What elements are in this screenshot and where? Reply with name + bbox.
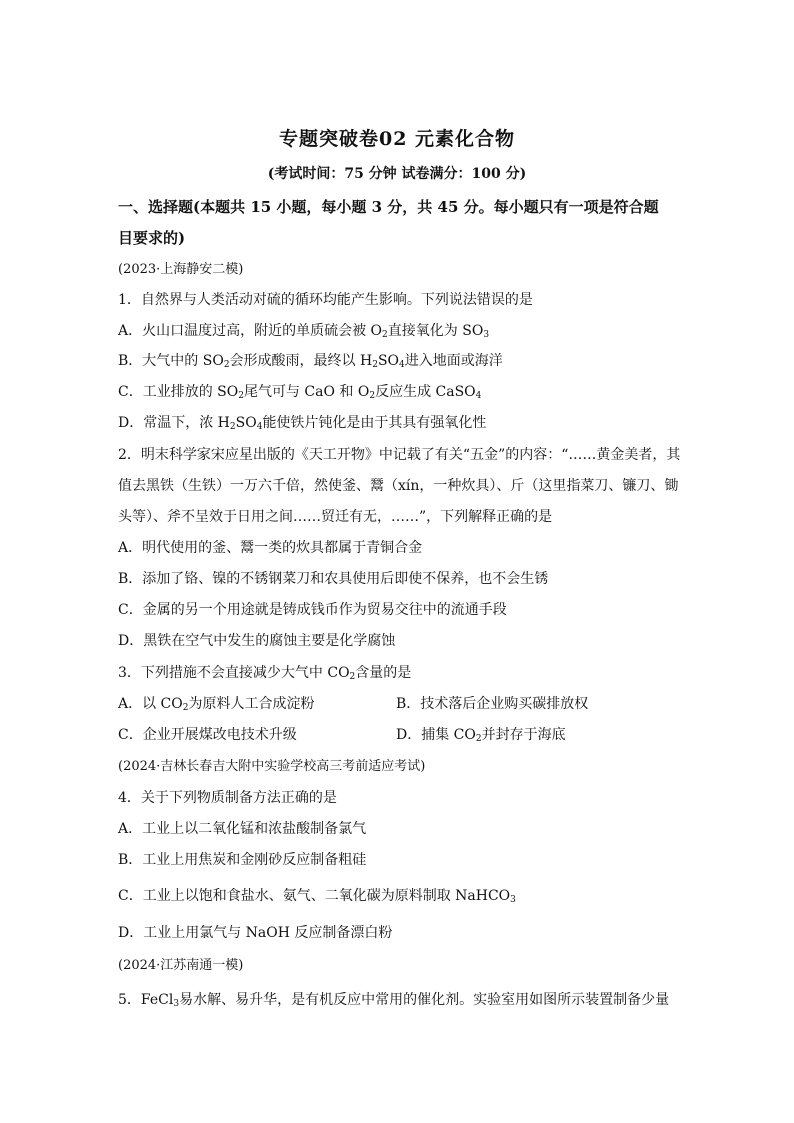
section-heading-line1: 一、选择题(本题共 15 小题，每小题 3 分，共 45 分。每小题只有一项是符合题 [118, 198, 659, 216]
question-2-option-c: C．金属的另一个用途就是铸成钱币作为贸易交往中的流通手段 [118, 602, 507, 618]
question-4-stem: 4．关于下列物质制备方法正确的是 [118, 790, 337, 806]
question-source: (2023·上海静安二模) [118, 262, 244, 277]
question-3-option-c: C．企业开展煤改电技术升级 [118, 727, 297, 743]
question-4-option-b: B．工业上用焦炭和金刚砂反应制备粗硅 [118, 852, 367, 868]
question-4-option-d: D．工业上用氯气与 NaOH 反应制备漂白粉 [118, 925, 393, 941]
question-4-option-c: C．工业上以饱和食盐水、氨气、二氧化碳为原料制取 NaHCO$_3$ [118, 888, 516, 905]
question-2-option-a: A．明代使用的釜、鬵一类的炊具都属于青铜合金 [118, 540, 423, 556]
question-2-stem-line2: 值去黑铁（生铁）一万六千倍，然使釜、鬵（xín，一种炊具）、斤（这里指菜刀、镰刀、锄 [118, 478, 679, 494]
question-2-stem-line1: 2．明末科学家宋应星出版的《天工开物》中记载了有关“五金”的内容：“……黄金美者，其 [118, 447, 681, 463]
question-3-option-a: A．以 $CO_2$为原料人工合成淀粉 [118, 696, 315, 713]
question-3-stem: 3．下列措施不会直接减少大气中 $CO_2$含量的是 [118, 665, 412, 682]
question-4-option-a: A．工业上以二氧化锰和浓盐酸制备氯气 [118, 821, 367, 837]
question-2-option-b: B．添加了铬、镍的不锈钢菜刀和农具使用后即使不保养，也不会生锈 [118, 571, 549, 587]
question-1-option-c: C．工业排放的 $SO_2$尾气可与 CaO 和 $O_2$反应生成 CaSO$_4$ [118, 384, 482, 401]
question-1-option-b: B．大气中的 $SO_2$会形成酸雨，最终以 $H_2SO_4$进入地面或海洋 [118, 353, 503, 370]
section-heading-line2: 目要求的) [118, 229, 186, 247]
question-1-option-a: A．火山口温度过高，附近的单质硫会被 $O_2$直接氧化为 $SO_3$ [118, 323, 490, 340]
question-2-option-d: D．黑铁在空气中发生的腐蚀主要是化学腐蚀 [118, 633, 396, 649]
question-3-option-d: D．捕集 $CO_2$并封存于海底 [396, 727, 566, 744]
question-2-stem-line3: 头等）、斧不呈效于日用之间……贸迁有无，……”，下列解释正确的是 [118, 509, 553, 525]
question-source: (2024·吉林长春吉大附中实验学校高三考前适应考试) [118, 759, 426, 774]
question-3-option-b: B．技术落后企业购买碳排放权 [396, 696, 589, 712]
question-source: (2024·江苏南通一模) [118, 958, 244, 973]
page-title: 专题突破卷02 元素化合物 [278, 128, 516, 150]
question-1-option-d: D．常温下，浓 $H_2SO_4$能使铁片钝化是由于其具有强氧化性 [118, 415, 487, 432]
question-1-stem: 1．自然界与人类活动对硫的循环均能产生影响。下列说法错误的是 [118, 292, 533, 308]
exam-info: (考试时间：75 分钟 试卷满分：100 分) [267, 166, 527, 182]
question-5-stem: 5．FeCl$_3$易水解、易升华，是有机反应中常用的催化剂。实验室用如图所示装置制备少量 [118, 992, 670, 1009]
